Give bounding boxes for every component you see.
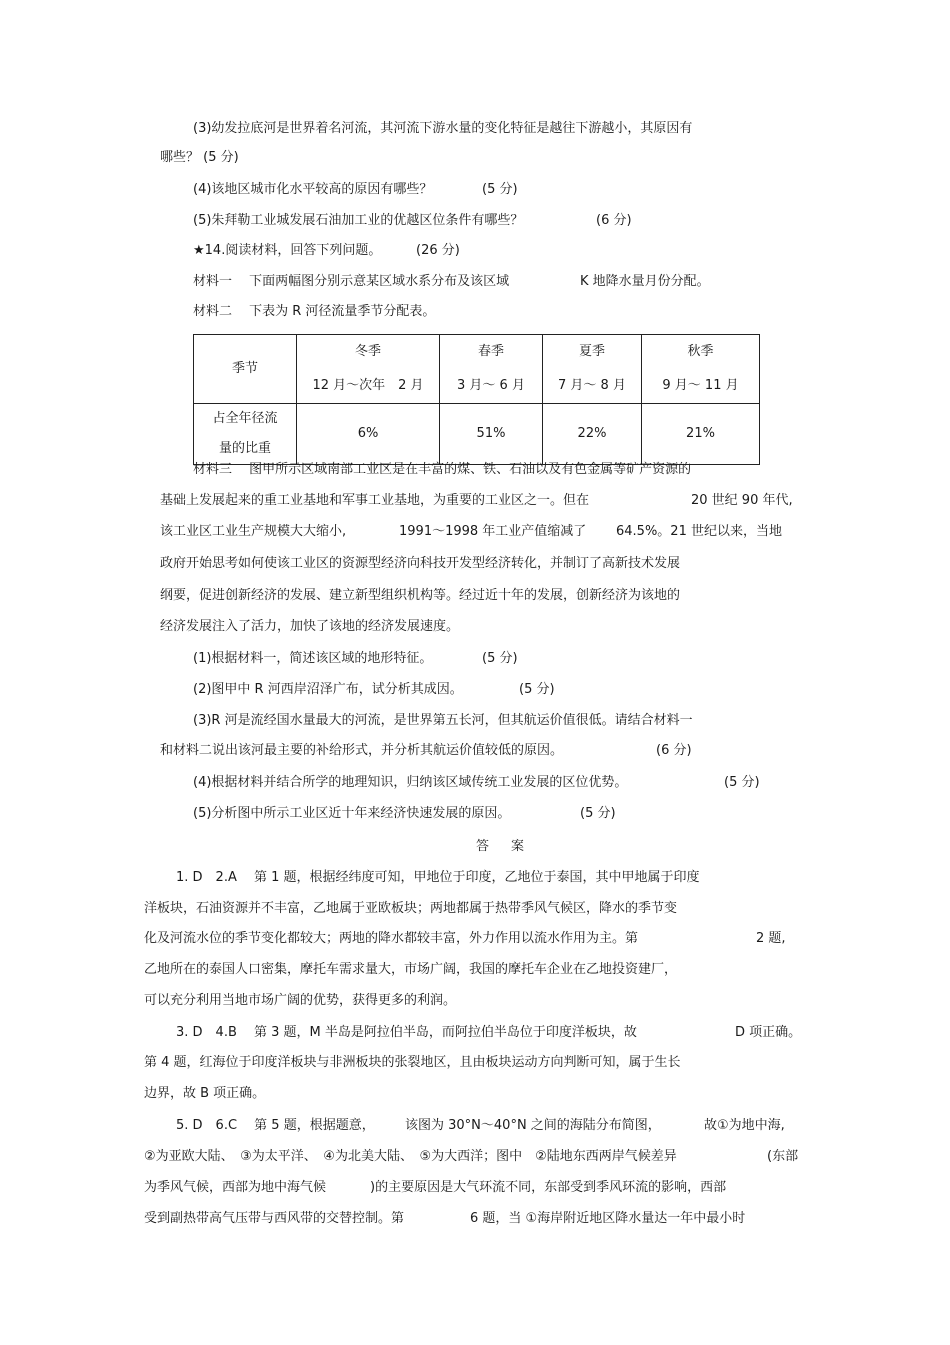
table-cell-spring: 春季 3 月～ 6 月 bbox=[440, 335, 543, 404]
sub-question-5-score: (5 分) bbox=[580, 806, 616, 821]
answer-1-line-3: 化及河流水位的季节变化都较大；两地的降水都较丰富，外力作用以流水作用为主。第 bbox=[144, 931, 639, 946]
share-autumn: 21% bbox=[642, 404, 760, 465]
answer-3-line-2: 第 4 题，红海位于印度洋板块与非洲板块的张裂地区，且由板块运动方向判断可知，属于生长 bbox=[144, 1055, 681, 1070]
sub-question-1: (1)根据材料一，简述该区域的地形特征。 bbox=[193, 651, 433, 666]
sub-question-4: (4)根据材料并结合所学的地理知识，归纳该区域传统工业发展的区位优势。 bbox=[193, 775, 628, 790]
answer-5-line-4-end: 6 题，当 ①海岸附近地区降水量达一年中最小时 bbox=[470, 1211, 746, 1226]
answer-1-line-1: 1. D 2.A 第 1 题，根据经纬度可知，甲地位于印度，乙地位于泰国，其中甲地属于印度 bbox=[176, 870, 700, 885]
table-header-label: 季节 bbox=[194, 335, 297, 404]
answer-5-line-3: 为季风气候，西部为地中海气候 bbox=[144, 1180, 327, 1195]
material-3-line-3-end: 64.5%。21 世纪以来，当地 bbox=[616, 524, 782, 539]
sub-question-3-score: (6 分) bbox=[656, 743, 692, 758]
runoff-season-table bbox=[193, 334, 760, 465]
sub-question-5: (5)分析图中所示工业区近十年来经济快速发展的原因。 bbox=[193, 806, 511, 821]
answer-3-line-3: 边界，故 B 项正确。 bbox=[144, 1086, 266, 1101]
answer-5-line-2: ②为亚欧大陆、 ③为太平洋、 ④为北美大陆、 ⑤为大西洋；图中 ②陆地东西两岸气候差异 bbox=[144, 1149, 677, 1164]
answer-5-line-1-end: 故①为地中海, bbox=[704, 1118, 785, 1133]
question-13-4-score: (5 分) bbox=[482, 182, 518, 197]
material-1-cont: K 地降水量月份分配。 bbox=[580, 274, 710, 289]
material-3-line-3: 该工业区工业生产规模大大缩小, bbox=[160, 524, 347, 539]
answer-1-line-4: 乙地所在的泰国人口密集，摩托车需求量大，市场广阔，我国的摩托车企业在乙地投资建厂， bbox=[144, 962, 678, 977]
question-13-3-line-1: (3)幼发拉底河是世界着名河流，其河流下游水量的变化特征是越往下游越小，其原因有 bbox=[193, 121, 693, 136]
material-3-line-2-end: 20 世纪 90 年代, bbox=[691, 493, 793, 508]
question-13-4: (4)该地区城市化水平较高的原因有哪些？ bbox=[193, 182, 433, 197]
sub-question-1-score: (5 分) bbox=[482, 651, 518, 666]
answer-1-line-3-end: 2 题, bbox=[756, 931, 786, 946]
material-3-line-6: 经济发展注入了活力，加快了该地的经济发展速度。 bbox=[160, 619, 460, 634]
question-13-5: (5)朱拜勒工业城发展石油加工业的优越区位条件有哪些？ bbox=[193, 213, 524, 228]
share-summer: 22% bbox=[543, 404, 642, 465]
answer-5-line-1-mid: 该图为 30°N～40°N 之间的海陆分布简图， bbox=[405, 1118, 661, 1133]
material-3-line-2: 基础上发展起来的重工业基地和军事工业基地，为重要的工业区之一。但在 bbox=[160, 493, 590, 508]
table-row-label: 占全年径流 量的比重 bbox=[194, 404, 297, 465]
table-cell-summer: 夏季 7 月～ 8 月 bbox=[543, 335, 642, 404]
answer-5-line-1: 5. D 6.C 第 5 题，根据题意， bbox=[176, 1118, 375, 1133]
sub-question-4-score: (5 分) bbox=[724, 775, 760, 790]
material-3-line-5: 纲要，促进创新经济的发展、建立新型组织机构等。经过近十年的发展，创新经济为该地的 bbox=[160, 588, 681, 603]
answer-5-line-4: 受到副热带高气压带与西风带的交替控制。第 bbox=[144, 1211, 405, 1226]
table-cell-winter: 冬季 12 月～次年 2 月 bbox=[297, 335, 440, 404]
sub-question-3-line-2: 和材料二说出该河最主要的补给形式，并分析其航运价值较低的原因。 bbox=[160, 743, 564, 758]
material-1: 材料一 下面两幅图分别示意某区域水系分布及该区域 bbox=[193, 274, 510, 289]
answer-title: 答案 bbox=[476, 839, 547, 854]
answer-1-line-5: 可以充分利用当地市场广阔的优势，获得更多的利润。 bbox=[144, 993, 457, 1008]
material-2: 材料二 下表为 R 河径流量季节分配表。 bbox=[193, 304, 436, 319]
sub-question-2-score: (5 分) bbox=[519, 682, 555, 697]
question-13-3-line-2: 哪些？ (5 分) bbox=[160, 150, 239, 165]
question-14-title: ★14.阅读材料，回答下列问题。 bbox=[193, 243, 382, 258]
answer-3-line-1-end: D 项正确。 bbox=[735, 1025, 802, 1040]
sub-question-3-line-1: (3)R 河是流经国水量最大的河流，是世界第五长河，但其航运价值很低。请结合材料一 bbox=[193, 713, 693, 728]
answer-5-line-3-end: )的主要原因是大气环流不同，东部受到季风环流的影响，西部 bbox=[370, 1180, 727, 1195]
share-winter: 6% bbox=[297, 404, 440, 465]
table-row bbox=[194, 335, 760, 404]
table-row bbox=[194, 404, 760, 465]
table-cell-autumn: 秋季 9 月～ 11 月 bbox=[642, 335, 760, 404]
material-3-line-4: 政府开始思考如何使该工业区的资源型经济向科技开发型经济转化，并制订了高新技术发展 bbox=[160, 556, 681, 571]
share-spring: 51% bbox=[440, 404, 543, 465]
answer-1-line-2: 洋板块，石油资源并不丰富，乙地属于亚欧板块；两地都属于热带季风气候区，降水的季节变 bbox=[144, 901, 678, 916]
question-14-score: (26 分) bbox=[416, 243, 460, 258]
question-13-5-score: (6 分) bbox=[596, 213, 632, 228]
material-3-line-3-mid: 1991～1998 年工业产值缩减了 bbox=[399, 524, 587, 539]
material-3-line-1: 材料三 图甲所示区域南部工业区是在丰富的煤、铁、石油以及有色金属等矿产资源的 bbox=[193, 462, 692, 477]
sub-question-2: (2)图甲中 R 河西岸沼泽广布，试分析其成因。 bbox=[193, 682, 463, 697]
answer-3-line-1: 3. D 4.B 第 3 题，M 半岛是阿拉伯半岛，而阿拉伯半岛位于印度洋板块，故 bbox=[176, 1025, 637, 1040]
answer-5-line-2-end: (东部 bbox=[767, 1149, 799, 1164]
